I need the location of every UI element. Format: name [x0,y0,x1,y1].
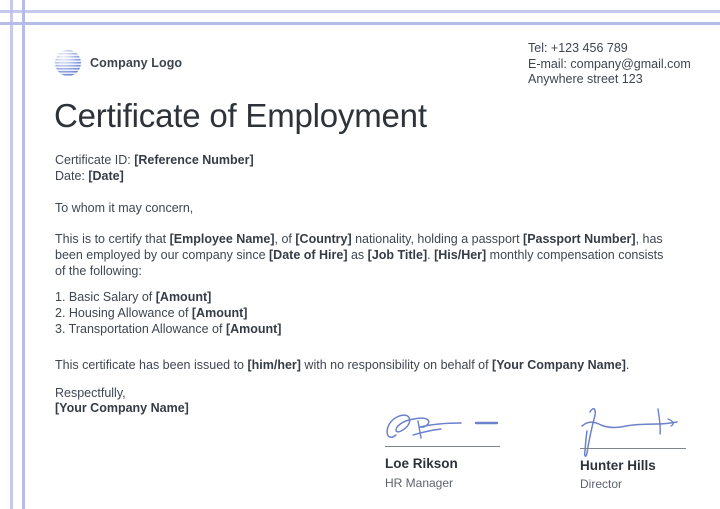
frame-left-inner-line [22,0,25,509]
signatory-title: Director [580,477,623,491]
closing-paragraph: This certificate has been issued to [him/her] with no responsibility on behalf of [Your Company Name]. [55,358,630,372]
list-item-basic-salary: 1. Basic Salary of [Amount] [55,290,212,304]
contact-info [528,41,691,88]
document-title: Certificate of Employment [54,97,427,134]
company-logo-label: Company Logo [90,56,183,70]
signatory-title: HR Manager [385,476,454,490]
signature-scribble-icon [577,397,695,461]
respectfully-line: Respectfully, [55,386,126,400]
list-item-housing-allowance: 2. Housing Allowance of [Amount] [55,305,248,320]
globe-logo-icon [55,50,81,76]
signature-scribble-icon [383,399,508,449]
certificate-id-line: Certificate ID: [Reference Number] [55,153,254,167]
signatory-name: Loe Rikson [385,456,458,471]
frame-top-outer-line [0,10,720,13]
list-item-transportation-allowance: 3. Transportation Allowance of [Amount] [55,321,282,336]
frame-top-inner-line [0,22,720,25]
intro-paragraph: This is to certify that [Employee Name], of [Country] nationality, holding a passport [Passport Number], has been employed by our company since [Date of Hire] as [Job Title]. [His/Her] monthly compensation consists of the following: [55,232,664,278]
signature-block-director [577,397,695,499]
frame-left-outer-line [10,0,13,509]
contact-address: Anywhere street 123 [528,72,643,87]
signatory-name: Hunter Hills [580,458,656,473]
company-logo [55,50,182,76]
signature-block-hr-manager [383,399,508,499]
certificate-meta [55,153,254,185]
date-line: Date: [Date] [55,168,124,183]
salutation: To whom it may concern, [55,201,194,215]
company-name-line: [Your Company Name] [55,401,189,415]
signature-line [385,446,500,447]
contact-tel: Tel: +123 456 789 [528,41,628,55]
signature-line [580,448,686,449]
compensation-list [55,290,281,337]
contact-email: E-mail: company@gmail.com [528,56,691,71]
